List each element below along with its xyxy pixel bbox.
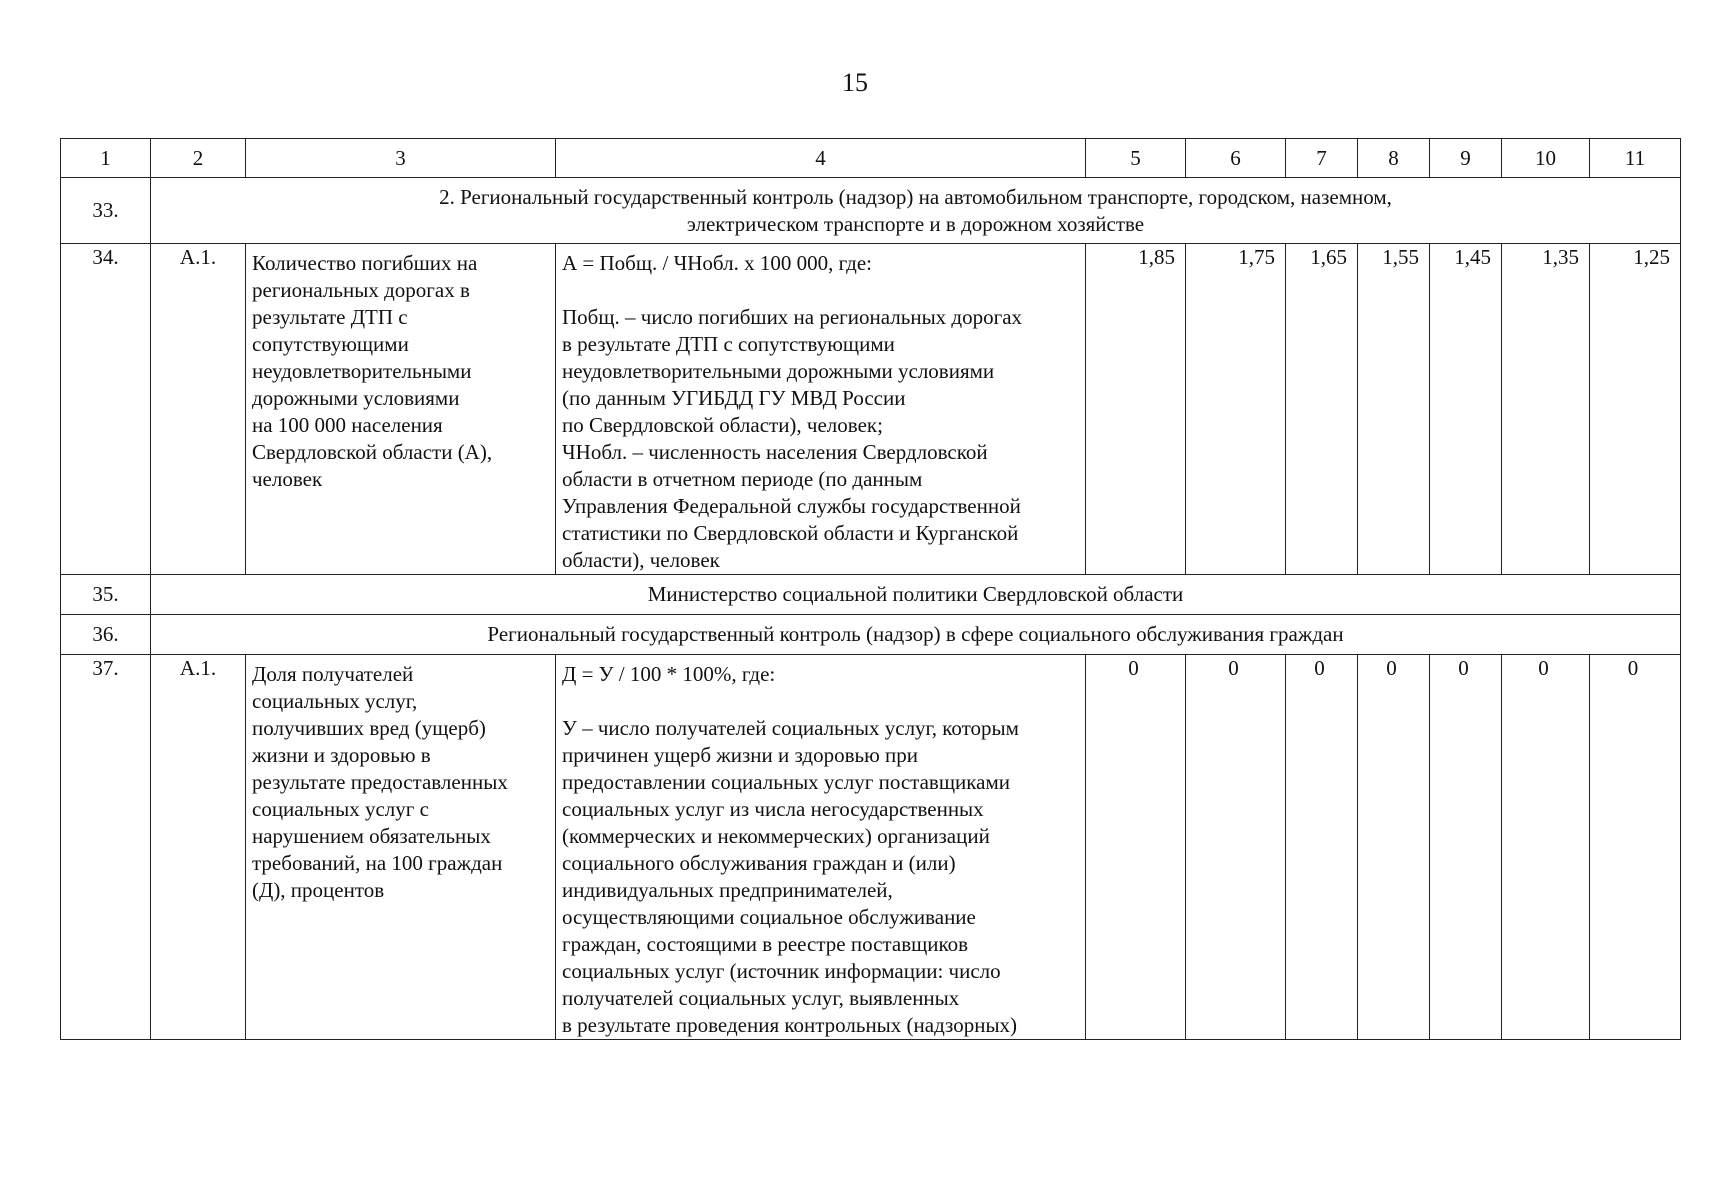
- section-row: [61, 615, 1681, 655]
- target-value: 1,35: [1502, 244, 1590, 575]
- target-value: 0: [1186, 655, 1286, 1040]
- target-value: 0: [1358, 655, 1430, 1040]
- section-title: 2. Региональный государственный контроль (надзор) на автомобильном транспорте, городском, наземном, электрическом транспорте и в дорожном хозяйстве: [151, 178, 1681, 244]
- column-header: 7: [1286, 139, 1358, 178]
- target-value: 0: [1430, 655, 1502, 1040]
- column-header-row: [61, 139, 1681, 178]
- indicator-code: А.1.: [151, 655, 246, 1040]
- row-number: 35.: [61, 575, 151, 615]
- column-header: 3: [246, 139, 556, 178]
- row-number: 36.: [61, 615, 151, 655]
- indicators-table: [60, 138, 1681, 1040]
- formula-head: Д = У / 100 * 100%, где:: [562, 662, 776, 686]
- section-title: Министерство социальной политики Свердловской области: [151, 575, 1681, 615]
- indicator-code: А.1.: [151, 244, 246, 575]
- section-row: [61, 178, 1681, 244]
- target-value: 1,75: [1186, 244, 1286, 575]
- target-value: 0: [1590, 655, 1681, 1040]
- column-header: 8: [1358, 139, 1430, 178]
- column-header: 5: [1086, 139, 1186, 178]
- column-header: 10: [1502, 139, 1590, 178]
- target-value: 0: [1086, 655, 1186, 1040]
- formula-description: Побщ. – число погибших на региональных дорогах в результате ДТП с сопутствующими неудовлетворительными дорожными условиями (по данным УГИБДД ГУ МВД России по Свердловской области), человек; ЧНобл. – численность населения Свердловской области в отчетном периоде (по данным Управления Федеральной службы государственной статистики по Свердловской области и Курганской области), человек: [562, 305, 1023, 572]
- formula-cell: [556, 244, 1086, 575]
- row-number: 34.: [61, 244, 151, 575]
- indicator-name: Количество погибших на региональных дорогах в результате ДТП с сопутствующими неудовлетворительными дорожными условиями на 100 000 населения Свердловской области (А), человек: [246, 244, 556, 575]
- column-header: 9: [1430, 139, 1502, 178]
- section-row: [61, 575, 1681, 615]
- indicator-name: Доля получателей социальных услуг, получивших вред (ущерб) жизни и здоровью в результате предоставленных социальных услуг с нарушением обязательных требований, на 100 граждан (Д), процентов: [246, 655, 556, 1040]
- section-title: Региональный государственный контроль (надзор) в сфере социального обслуживания граждан: [151, 615, 1681, 655]
- row-number: 37.: [61, 655, 151, 1040]
- column-header: 4: [556, 139, 1086, 178]
- target-value: 1,45: [1430, 244, 1502, 575]
- page-number: 15: [842, 68, 868, 97]
- column-header: 1: [61, 139, 151, 178]
- column-header: 11: [1590, 139, 1681, 178]
- target-value: 1,85: [1086, 244, 1186, 575]
- target-value: 0: [1502, 655, 1590, 1040]
- column-header: 6: [1186, 139, 1286, 178]
- target-value: 1,65: [1286, 244, 1358, 575]
- table-row: [61, 655, 1681, 1040]
- row-number: 33.: [61, 178, 151, 244]
- formula-description: У – число получателей социальных услуг, которым причинен ущерб жизни и здоровью при предоставлении социальных услуг поставщиками социальных услуг из числа негосударственных (коммерческих и некоммерческих) организаций социального обслуживания граждан и (или) индивидуальных предпринимателей, осуществляющими социальное обслуживание граждан, состоящими в реестре поставщиков социальных услуг (источник информации: число получателей социальных услуг, выявленных в результате проведения контрольных (надзорных): [562, 716, 1019, 1037]
- formula-head: А = Побщ. / ЧНобл. х 100 000, где:: [562, 251, 872, 275]
- column-header: 2: [151, 139, 246, 178]
- target-value: 0: [1286, 655, 1358, 1040]
- table-row: [61, 244, 1681, 575]
- formula-cell: [556, 655, 1086, 1040]
- target-value: 1,25: [1590, 244, 1681, 575]
- target-value: 1,55: [1358, 244, 1430, 575]
